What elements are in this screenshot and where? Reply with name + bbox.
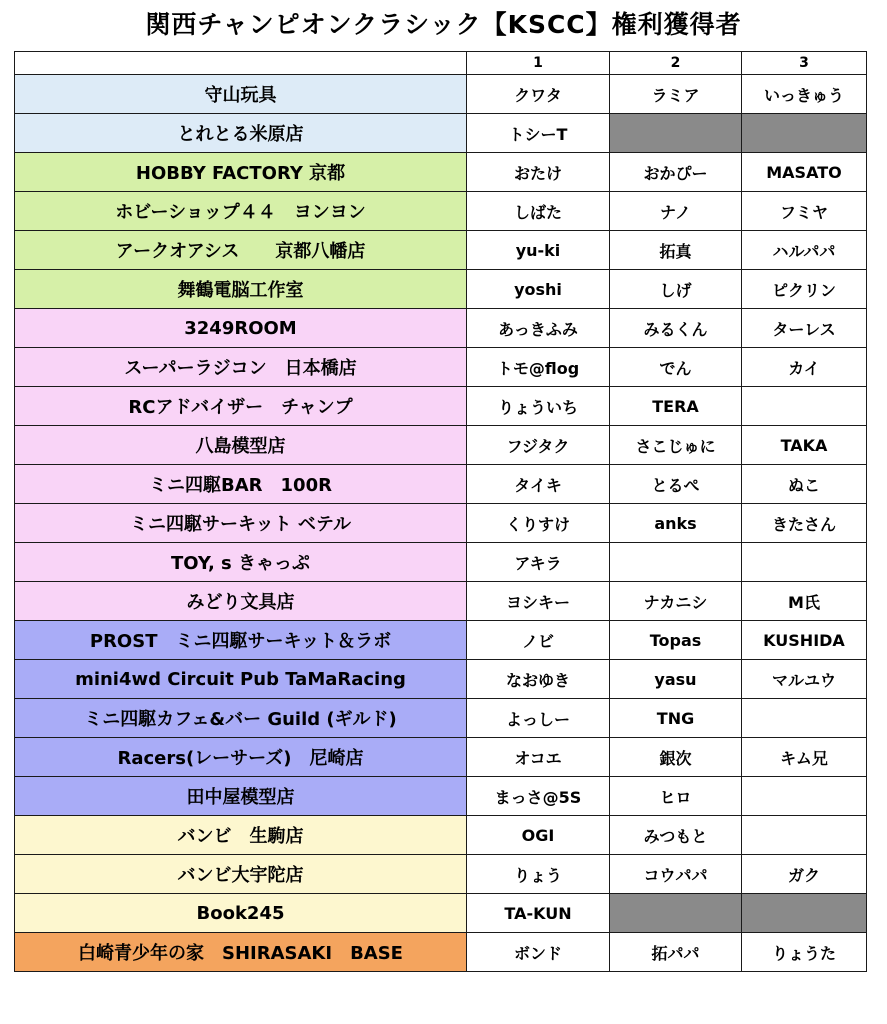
winner-rank-1-cell: フジタク xyxy=(467,426,610,465)
table-row xyxy=(15,738,867,777)
table-row xyxy=(15,231,867,270)
winner-rank-3-cell: ハルパパ xyxy=(742,231,867,270)
winner-rank-1-cell: りょう xyxy=(467,855,610,894)
shop-name-cell: みどり文具店 xyxy=(15,582,467,621)
blocked-cell xyxy=(742,894,867,933)
winner-rank-1-cell: トシーT xyxy=(467,114,610,153)
winner-rank-1-cell: おたけ xyxy=(467,153,610,192)
winner-rank-1-cell: タイキ xyxy=(467,465,610,504)
winner-rank-2-cell: anks xyxy=(610,504,742,543)
winner-rank-2-cell xyxy=(610,543,742,582)
winner-rank-2-cell: しげ xyxy=(610,270,742,309)
winner-rank-3-cell: ガク xyxy=(742,855,867,894)
winner-rank-1-cell: yoshi xyxy=(467,270,610,309)
winner-rank-2-cell: とるぺ xyxy=(610,465,742,504)
winner-rank-2-cell: 銀次 xyxy=(610,738,742,777)
winner-rank-3-cell: りょうた xyxy=(742,933,867,972)
page-title: 関西チャンピオンクラシック【KSCC】権利獲得者 xyxy=(145,10,742,39)
winner-rank-3-cell: ターレス xyxy=(742,309,867,348)
winner-rank-2-cell: ナノ xyxy=(610,192,742,231)
winner-rank-1-cell: クワタ xyxy=(467,75,610,114)
shop-name-cell: ミニ四駆サーキット ベテル xyxy=(15,504,467,543)
winner-rank-2-cell: TERA xyxy=(610,387,742,426)
table-row xyxy=(15,933,867,972)
table-row xyxy=(15,855,867,894)
winners-table xyxy=(14,51,867,972)
shop-name-cell: mini4wd Circuit Pub TaMaRacing xyxy=(15,660,467,699)
winner-rank-2-cell: みつもと xyxy=(610,816,742,855)
shop-name-cell: 3249ROOM xyxy=(15,309,467,348)
winner-rank-2-cell: yasu xyxy=(610,660,742,699)
winner-rank-1-cell: まっさ@5S xyxy=(467,777,610,816)
shop-name-cell: 白崎青少年の家 SHIRASAKI BASE xyxy=(15,933,467,972)
table-row xyxy=(15,699,867,738)
winner-rank-1-cell: アキラ xyxy=(467,543,610,582)
winner-rank-3-cell xyxy=(742,816,867,855)
header-rank-1: 1 xyxy=(467,52,610,75)
winner-rank-1-cell: りょういち xyxy=(467,387,610,426)
winner-rank-1-cell: OGI xyxy=(467,816,610,855)
winner-rank-2-cell: Topas xyxy=(610,621,742,660)
winner-rank-2-cell: 拓パパ xyxy=(610,933,742,972)
table-row xyxy=(15,75,867,114)
table-row xyxy=(15,309,867,348)
table-row xyxy=(15,387,867,426)
winner-rank-1-cell: くりすけ xyxy=(467,504,610,543)
winner-rank-2-cell: ラミア xyxy=(610,75,742,114)
shop-name-cell: Book245 xyxy=(15,894,467,933)
table-row xyxy=(15,192,867,231)
winner-rank-2-cell: でん xyxy=(610,348,742,387)
header-rank-2: 2 xyxy=(610,52,742,75)
table-row xyxy=(15,816,867,855)
shop-name-cell: Racers(レーサーズ) 尼崎店 xyxy=(15,738,467,777)
winner-rank-3-cell: M氏 xyxy=(742,582,867,621)
table-row xyxy=(15,543,867,582)
table-row xyxy=(15,894,867,933)
winner-rank-3-cell xyxy=(742,699,867,738)
winner-rank-3-cell: カイ xyxy=(742,348,867,387)
winner-rank-2-cell: みるくん xyxy=(610,309,742,348)
winner-rank-3-cell xyxy=(742,387,867,426)
winner-rank-3-cell: マルユウ xyxy=(742,660,867,699)
winner-rank-2-cell: さこじゅに xyxy=(610,426,742,465)
blocked-cell xyxy=(742,114,867,153)
shop-name-cell: バンビ 生駒店 xyxy=(15,816,467,855)
winner-rank-1-cell: ヨシキー xyxy=(467,582,610,621)
winner-rank-1-cell: ノビ xyxy=(467,621,610,660)
winner-rank-3-cell: TAKA xyxy=(742,426,867,465)
winner-rank-3-cell: KUSHIDA xyxy=(742,621,867,660)
shop-name-cell: 守山玩具 xyxy=(15,75,467,114)
shop-name-cell: ホビーショップ４４ ヨンヨン xyxy=(15,192,467,231)
blocked-cell xyxy=(610,894,742,933)
winner-rank-1-cell: トモ@flog xyxy=(467,348,610,387)
table-row xyxy=(15,465,867,504)
shop-name-cell: とれとる米原店 xyxy=(15,114,467,153)
winner-rank-1-cell: TA-KUN xyxy=(467,894,610,933)
winner-rank-1-cell: なおゆき xyxy=(467,660,610,699)
table-row xyxy=(15,582,867,621)
shop-name-cell: 田中屋模型店 xyxy=(15,777,467,816)
winner-rank-1-cell: よっしー xyxy=(467,699,610,738)
blocked-cell xyxy=(610,114,742,153)
winner-rank-2-cell: 拓真 xyxy=(610,231,742,270)
winner-rank-3-cell: ピクリン xyxy=(742,270,867,309)
winner-rank-3-cell: フミヤ xyxy=(742,192,867,231)
winner-rank-3-cell: ぬこ xyxy=(742,465,867,504)
header-row xyxy=(15,52,867,75)
shop-name-cell: 八島模型店 xyxy=(15,426,467,465)
shop-name-cell: 舞鶴電脳工作室 xyxy=(15,270,467,309)
winner-rank-1-cell: オコエ xyxy=(467,738,610,777)
winner-rank-2-cell: ヒロ xyxy=(610,777,742,816)
winner-rank-3-cell: キム兄 xyxy=(742,738,867,777)
table-row xyxy=(15,348,867,387)
table-row xyxy=(15,270,867,309)
table-row xyxy=(15,504,867,543)
table-row xyxy=(15,114,867,153)
shop-name-cell: HOBBY FACTORY 京都 xyxy=(15,153,467,192)
winner-rank-3-cell: MASATO xyxy=(742,153,867,192)
winner-rank-3-cell xyxy=(742,777,867,816)
shop-name-cell: ミニ四駆BAR 100R xyxy=(15,465,467,504)
table-row xyxy=(15,660,867,699)
winner-rank-1-cell: yu-ki xyxy=(467,231,610,270)
winner-rank-2-cell: おかぴー xyxy=(610,153,742,192)
header-shop-cell xyxy=(15,52,467,75)
table-row xyxy=(15,153,867,192)
shop-name-cell: スーパーラジコン 日本橋店 xyxy=(15,348,467,387)
shop-name-cell: ミニ四駆カフェ&バー Guild (ギルド) xyxy=(15,699,467,738)
shop-name-cell: TOY, s きゃっぷ xyxy=(15,543,467,582)
winner-rank-1-cell: しばた xyxy=(467,192,610,231)
winner-rank-3-cell: いっきゅう xyxy=(742,75,867,114)
shop-name-cell: PROST ミニ四駆サーキット＆ラボ xyxy=(15,621,467,660)
shop-name-cell: アークオアシス 京都八幡店 xyxy=(15,231,467,270)
winner-rank-2-cell: コウパパ xyxy=(610,855,742,894)
winner-rank-3-cell xyxy=(742,543,867,582)
winner-rank-2-cell: ナカニシ xyxy=(610,582,742,621)
winner-rank-3-cell: きたさん xyxy=(742,504,867,543)
table-row xyxy=(15,777,867,816)
header-rank-3: 3 xyxy=(742,52,867,75)
shop-name-cell: RCアドバイザー チャンプ xyxy=(15,387,467,426)
shop-name-cell: バンビ大宇陀店 xyxy=(15,855,467,894)
table-row xyxy=(15,621,867,660)
winner-rank-2-cell: TNG xyxy=(610,699,742,738)
table-row xyxy=(15,426,867,465)
winner-rank-1-cell: あっきふみ xyxy=(467,309,610,348)
winner-rank-1-cell: ボンド xyxy=(467,933,610,972)
